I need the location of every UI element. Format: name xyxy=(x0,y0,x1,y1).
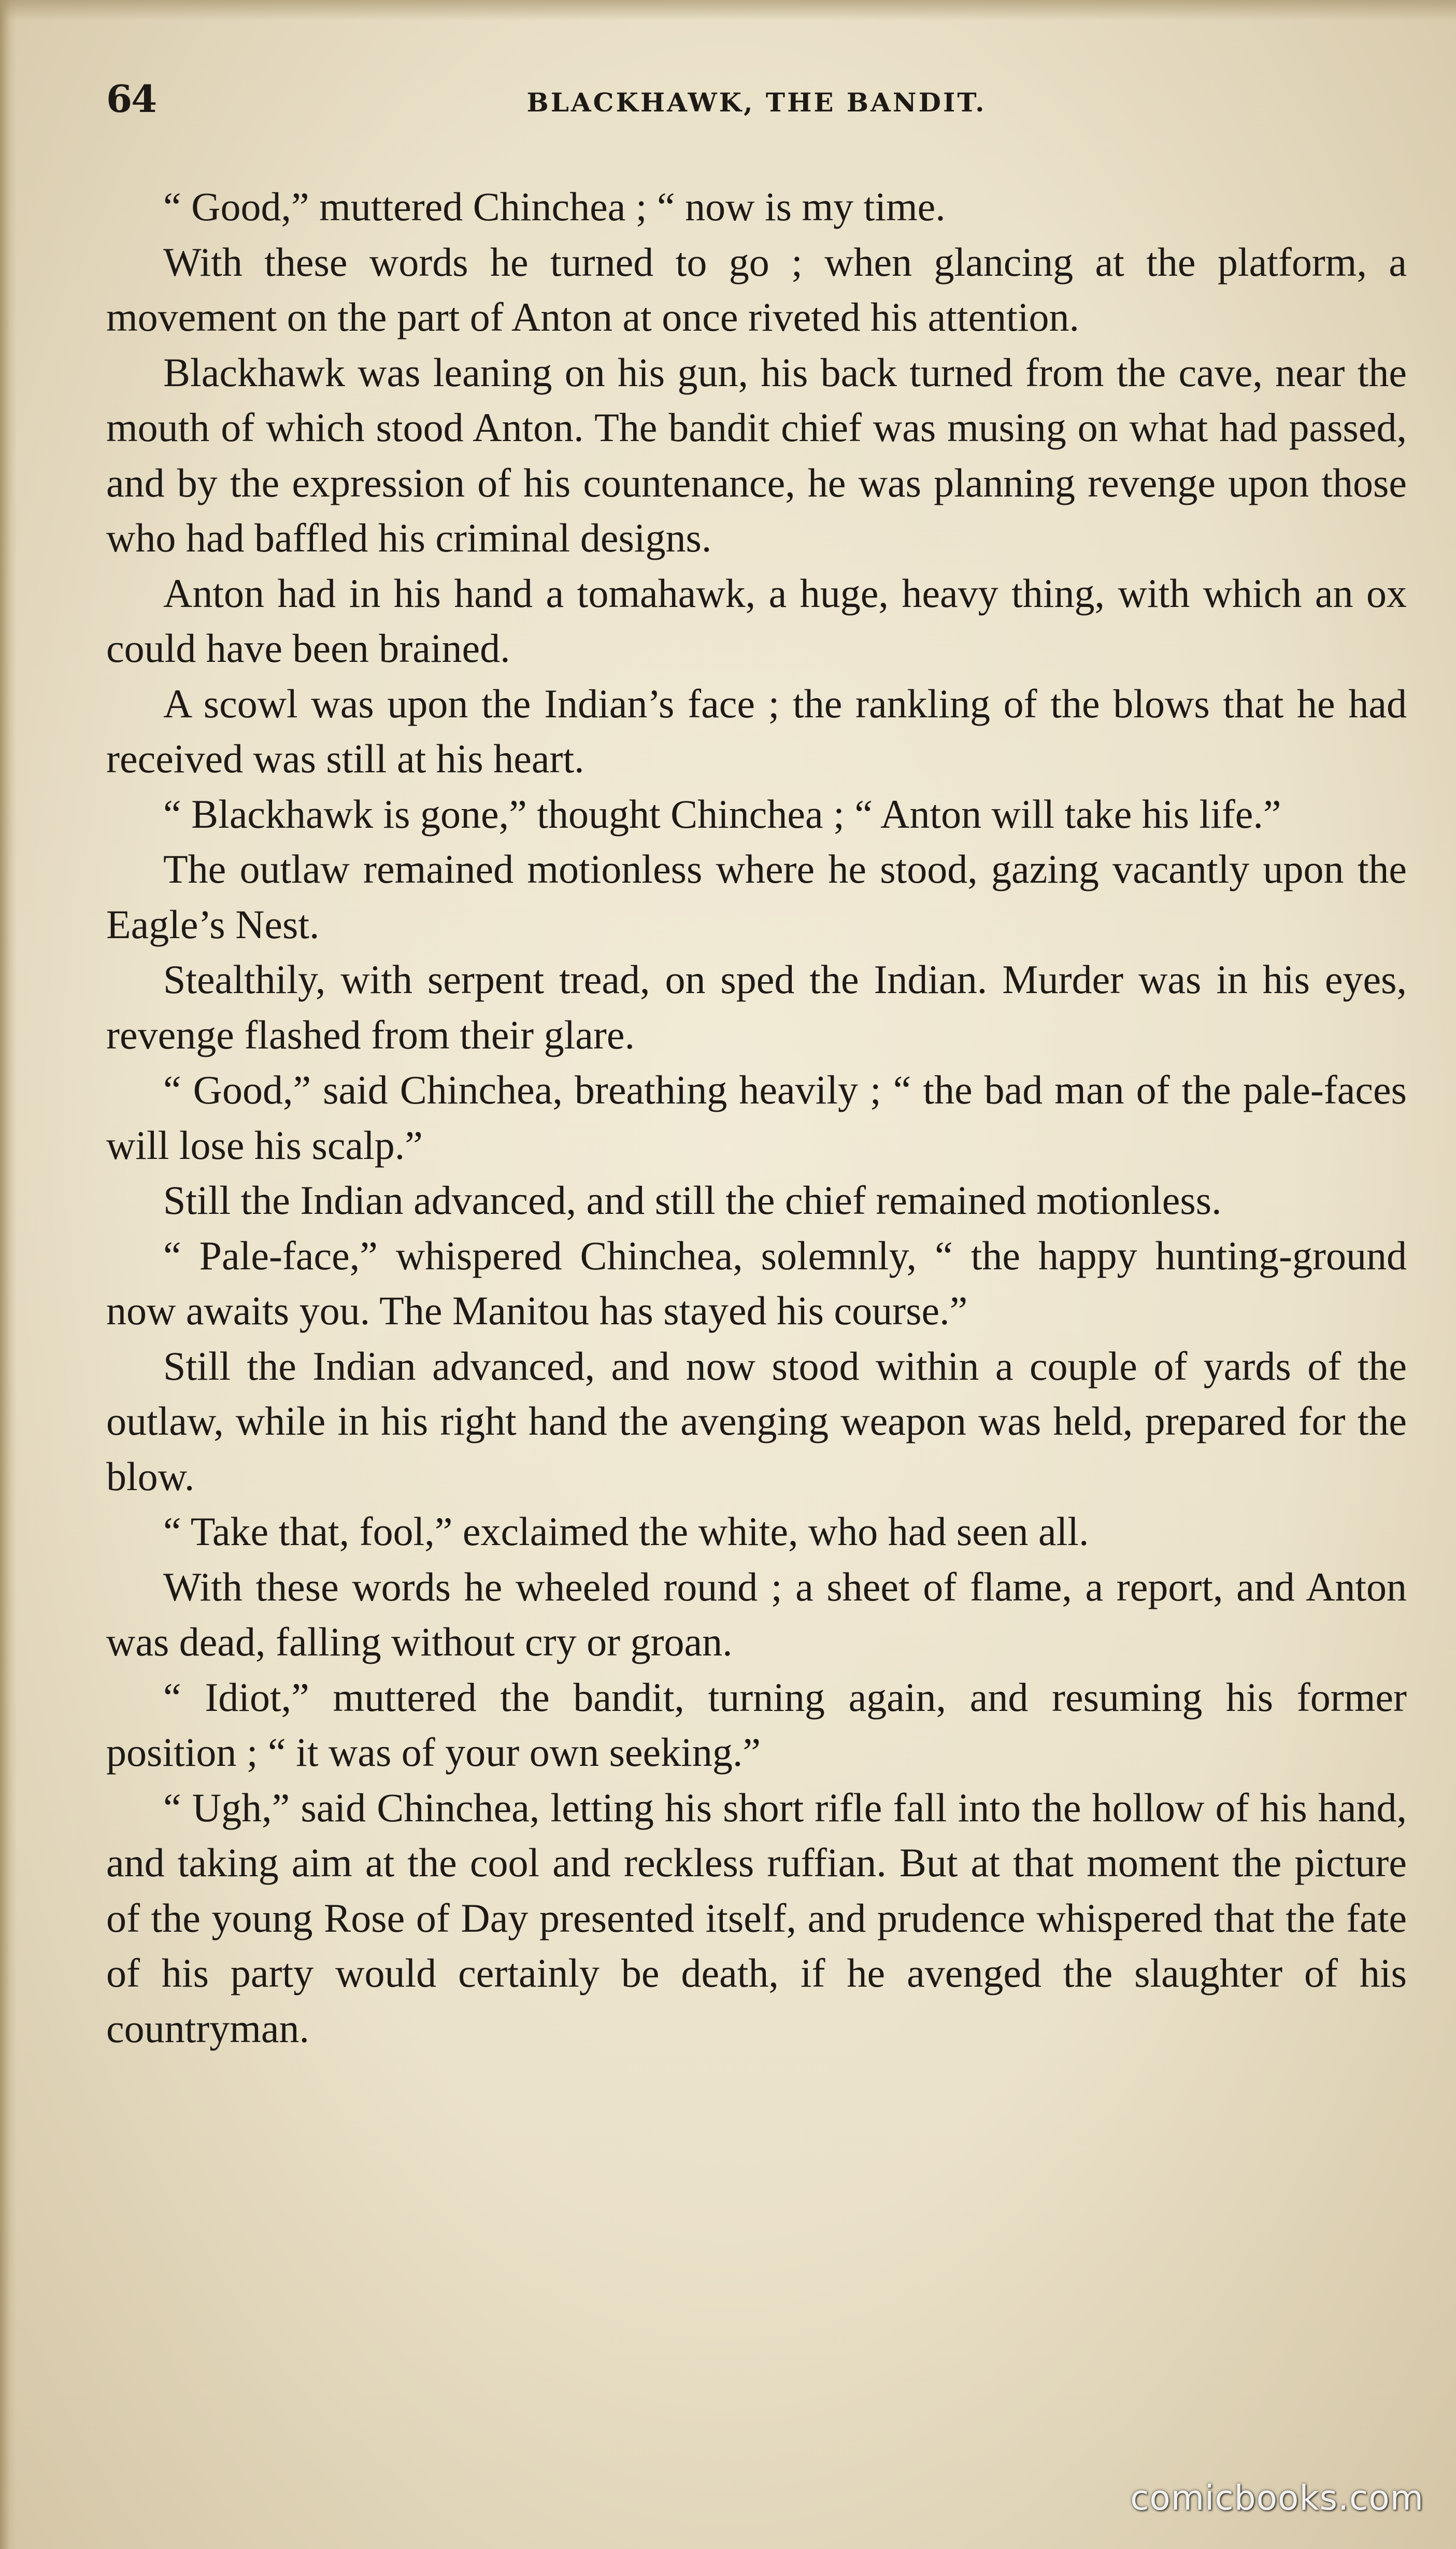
paragraph: Still the Indian advanced, and now stood within a couple of yards of the outlaw, while in his right hand the avenging weapon was held, prepared for the blow. xyxy=(106,1343,1407,1499)
paragraph: “ Ugh,” said Chinchea, letting his short rifle fall into the hollow of his hand, and taking aim at the cool and reckless ruffian. But at that moment the picture of the young Rose of Day presented itself, and prudence whispered that the fate of his party would certainly be death, if he avenged the slaughter of his countryman. xyxy=(106,1785,1407,2051)
body-text xyxy=(106,179,1407,2056)
paragraph: The outlaw remained motionless where he stood, gazing vacantly upon the Eagle’s Nest. xyxy=(106,846,1407,947)
paragraph: Blackhawk was leaning on his gun, his back turned from the cave, near the mouth of which stood Anton. The bandit chief was musing on what had passed, and by the expression of his countenance, he was planning revenge upon those who had baffled his criminal designs. xyxy=(106,349,1407,560)
page-number: 64 xyxy=(106,77,156,121)
page-header xyxy=(106,77,1407,134)
paragraph: “ Take that, fool,” exclaimed the white, who had seen all. xyxy=(163,1509,1089,1554)
running-title: BLACKHAWK, THE BANDIT. xyxy=(526,87,987,118)
paragraph: “ Good,” said Chinchea, breathing heavily ; “ the bad man of the pale-faces will lose his scalp.” xyxy=(106,1067,1407,1168)
paragraph: With these words he turned to go ; when glancing at the platform, a movement on the part of Anton at once riveted his attention. xyxy=(106,239,1407,339)
paragraph: A scowl was upon the Indian’s face ; the rankling of the blows that he had received was still at his heart. xyxy=(106,681,1407,781)
paragraph: Stealthily, with serpent tread, on sped the Indian. Murder was in his eyes, revenge flashed from their glare. xyxy=(106,957,1407,1057)
paragraph: With these words he wheeled round ; a sheet of flame, a report, and Anton was dead, falling without cry or groan. xyxy=(106,1564,1407,1664)
page-edge-shadow xyxy=(0,0,17,2549)
page-top-shadow xyxy=(0,0,1456,21)
paragraph: “ Good,” muttered Chinchea ; “ now is my time. xyxy=(163,184,946,229)
paragraph: “ Pale-face,” whispered Chinchea, solemnly, “ the happy hunting-ground now awaits you. The Manitou has stayed his course.” xyxy=(106,1233,1407,1333)
paragraph: “ Blackhawk is gone,” thought Chinchea ; “ Anton will take his life.” xyxy=(163,791,1281,837)
paragraph: “ Idiot,” muttered the bandit, turning again, and resuming his former position ; “ it was of your own seeking.” xyxy=(106,1674,1407,1775)
paragraph: Anton had in his hand a tomahawk, a huge, heavy thing, with which an ox could have been brained. xyxy=(106,570,1407,671)
watermark: comicbooks.com xyxy=(1130,2478,1424,2518)
paragraph: Still the Indian advanced, and still the chief remained motionless. xyxy=(163,1178,1222,1223)
